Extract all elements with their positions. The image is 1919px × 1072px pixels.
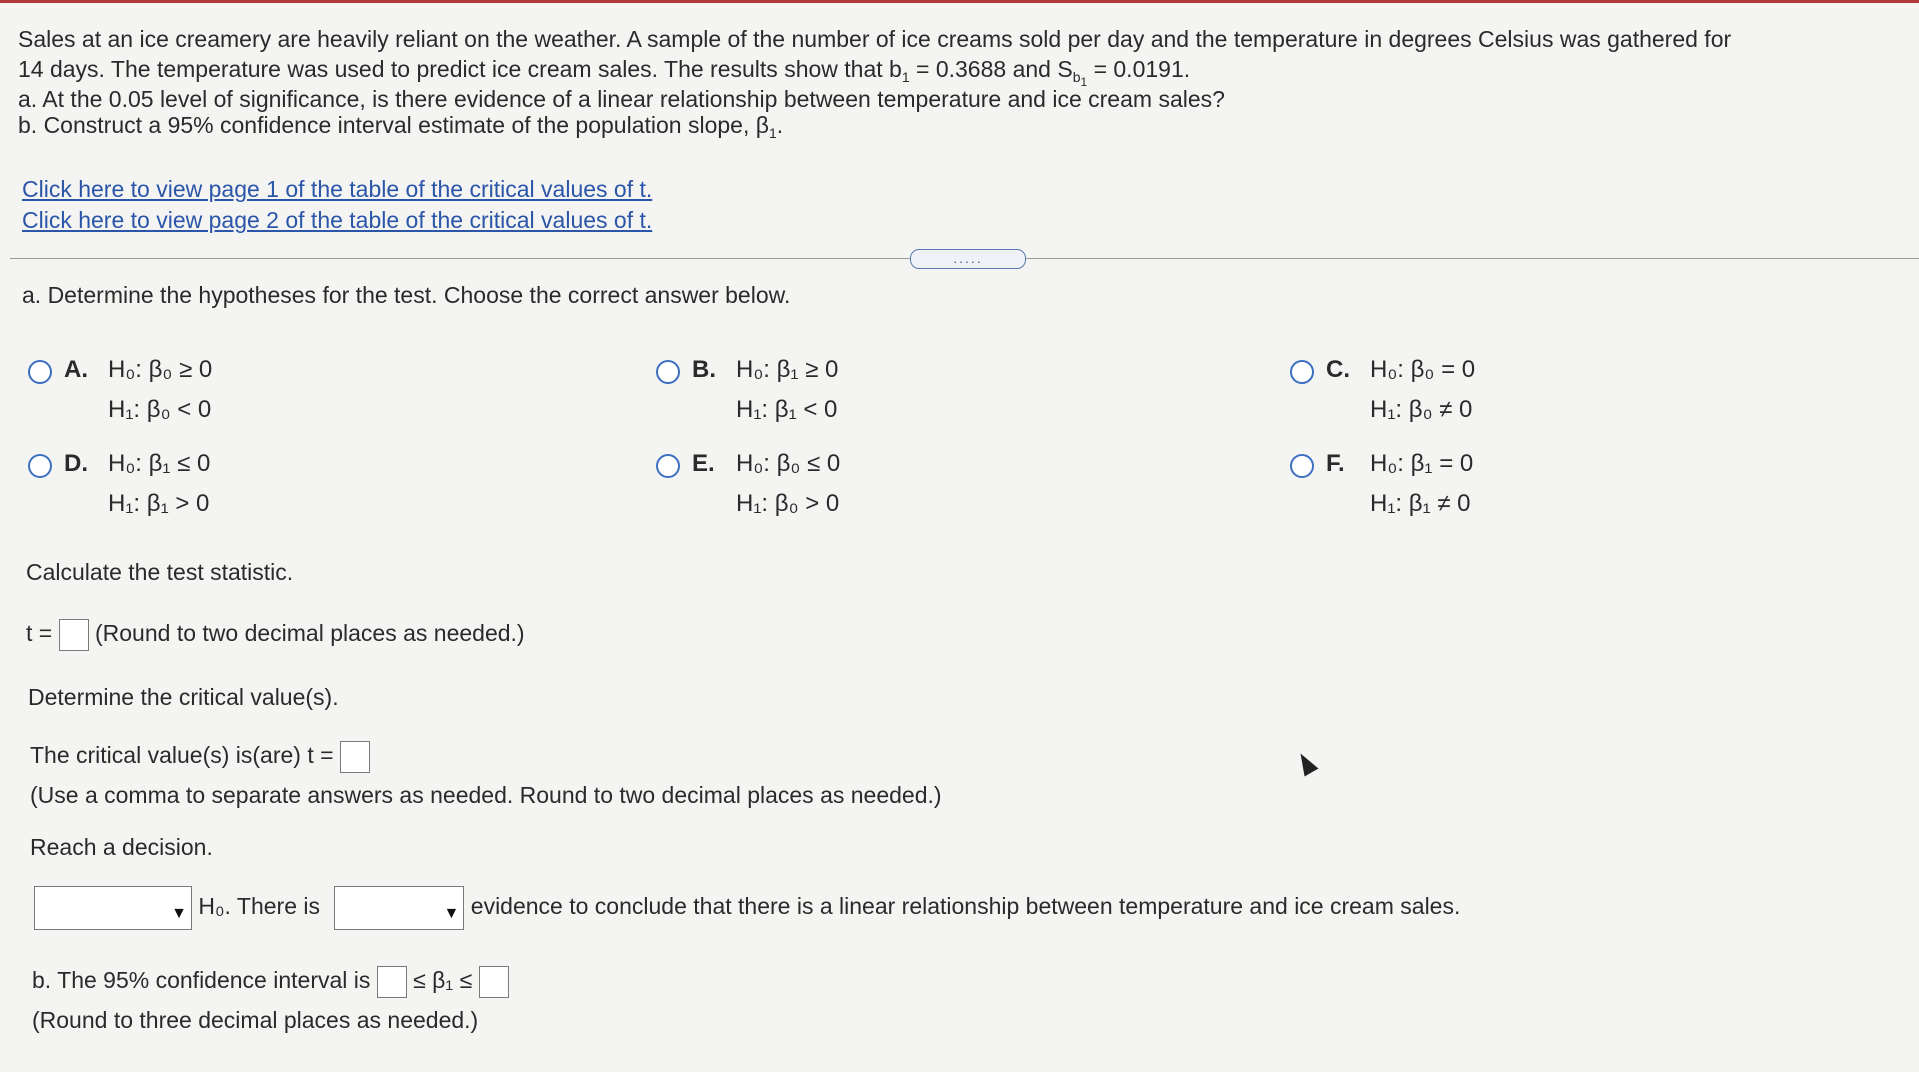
option-d-h0: H₀: β₁ ≤ 0 [108, 450, 211, 477]
option-d-h1: H₁: β₁ > 0 [108, 490, 210, 517]
option-f-h1: H₁: β₁ ≠ 0 [1370, 490, 1471, 517]
t-label: t = [26, 620, 53, 646]
radio-option-d[interactable] [28, 454, 52, 478]
ci-upper-input[interactable] [479, 966, 509, 998]
option-e-h1: H₁: β₀ > 0 [736, 490, 840, 517]
dropdown-arrow-icon: ▼ [171, 905, 187, 922]
critical-value-input[interactable] [340, 741, 370, 773]
option-a-h1: H₁: β₀ < 0 [108, 396, 212, 423]
option-e-h0: H₀: β₀ ≤ 0 [736, 450, 841, 477]
critical-values-link-page-1[interactable]: Click here to view page 1 of the table of the critical values of t. [22, 176, 653, 202]
decision-h0-text: H₀. There is [198, 893, 320, 920]
option-c-h1: H₁: β₀ ≠ 0 [1370, 396, 1473, 423]
option-a-letter: A. [64, 356, 88, 383]
part-a-question: a. At the 0.05 level of significance, is there evidence of a linear relationship between temperature and ice cream sales? [18, 86, 1225, 112]
option-d-letter: D. [64, 450, 88, 477]
ci-lower-input[interactable] [377, 966, 407, 998]
critical-value-label: The critical value(s) is(are) t = [30, 742, 334, 768]
mouse-pointer-icon [1294, 749, 1319, 776]
confidence-interval-row [32, 965, 509, 998]
critical-value-note: (Use a comma to separate answers as needed. Round to two decimal places as needed.) [30, 782, 942, 808]
expand-button[interactable]: ..... [910, 249, 1026, 269]
decision-tail-text: evidence to conclude that there is a linear relationship between temperature and ice cream sales. [470, 893, 1461, 920]
critical-value-row [30, 740, 370, 773]
t-round-note: (Round to two decimal places as needed.) [95, 620, 525, 646]
option-e-letter: E. [692, 450, 715, 477]
ci-round-note: (Round to three decimal places as needed.) [32, 1007, 479, 1033]
intro-line-1: Sales at an ice creamery are heavily reliant on the weather. A sample of the number of ice creams sold per day and the temperature in degrees Celsius was gathered for [18, 26, 1732, 52]
decision-row [34, 886, 1460, 930]
option-f-h0: H₀: β₁ = 0 [1370, 450, 1474, 477]
top-accent-bar [0, 0, 1919, 3]
ci-label: b. The 95% confidence interval is [32, 967, 371, 993]
decision-reject-dropdown[interactable] [34, 886, 192, 930]
option-f-letter: F. [1326, 450, 1345, 477]
critical-value-prompt: Determine the critical value(s). [28, 684, 339, 710]
test-statistic-prompt: Calculate the test statistic. [26, 559, 294, 585]
option-c-letter: C. [1326, 356, 1350, 383]
decision-evidence-dropdown[interactable] [334, 886, 464, 930]
t-statistic-row [26, 618, 525, 651]
dropdown-arrow-icon: ▼ [443, 905, 460, 922]
radio-option-b[interactable] [656, 360, 680, 384]
option-c-h0: H₀: β₀ = 0 [1370, 356, 1476, 383]
critical-values-link-page-2[interactable]: Click here to view page 2 of the table of the critical values of t. [22, 207, 653, 233]
ci-middle: ≤ β₁ ≤ [413, 967, 473, 993]
option-a-h0: H₀: β₀ ≥ 0 [108, 356, 213, 383]
radio-option-c[interactable] [1290, 360, 1314, 384]
section-a-prompt: a. Determine the hypotheses for the test. Choose the correct answer below. [22, 282, 791, 308]
radio-option-a[interactable] [28, 360, 52, 384]
t-statistic-input[interactable] [59, 619, 89, 651]
option-b-h1: H₁: β₁ < 0 [736, 396, 838, 423]
decision-prompt: Reach a decision. [30, 834, 213, 860]
radio-option-e[interactable] [656, 454, 680, 478]
part-b-question: b. Construct a 95% confidence interval estimate of the population slope, $\beta_1$. [18, 112, 784, 141]
intro-line-2: 14 days. The temperature was used to predict ice cream sales. The results show that $b_1 = 0.3688$ and $S_{b1} = 0.0191$. [18, 56, 1191, 89]
option-b-h0: H₀: β₁ ≥ 0 [736, 356, 839, 383]
radio-option-f[interactable] [1290, 454, 1314, 478]
option-b-letter: B. [692, 356, 716, 383]
